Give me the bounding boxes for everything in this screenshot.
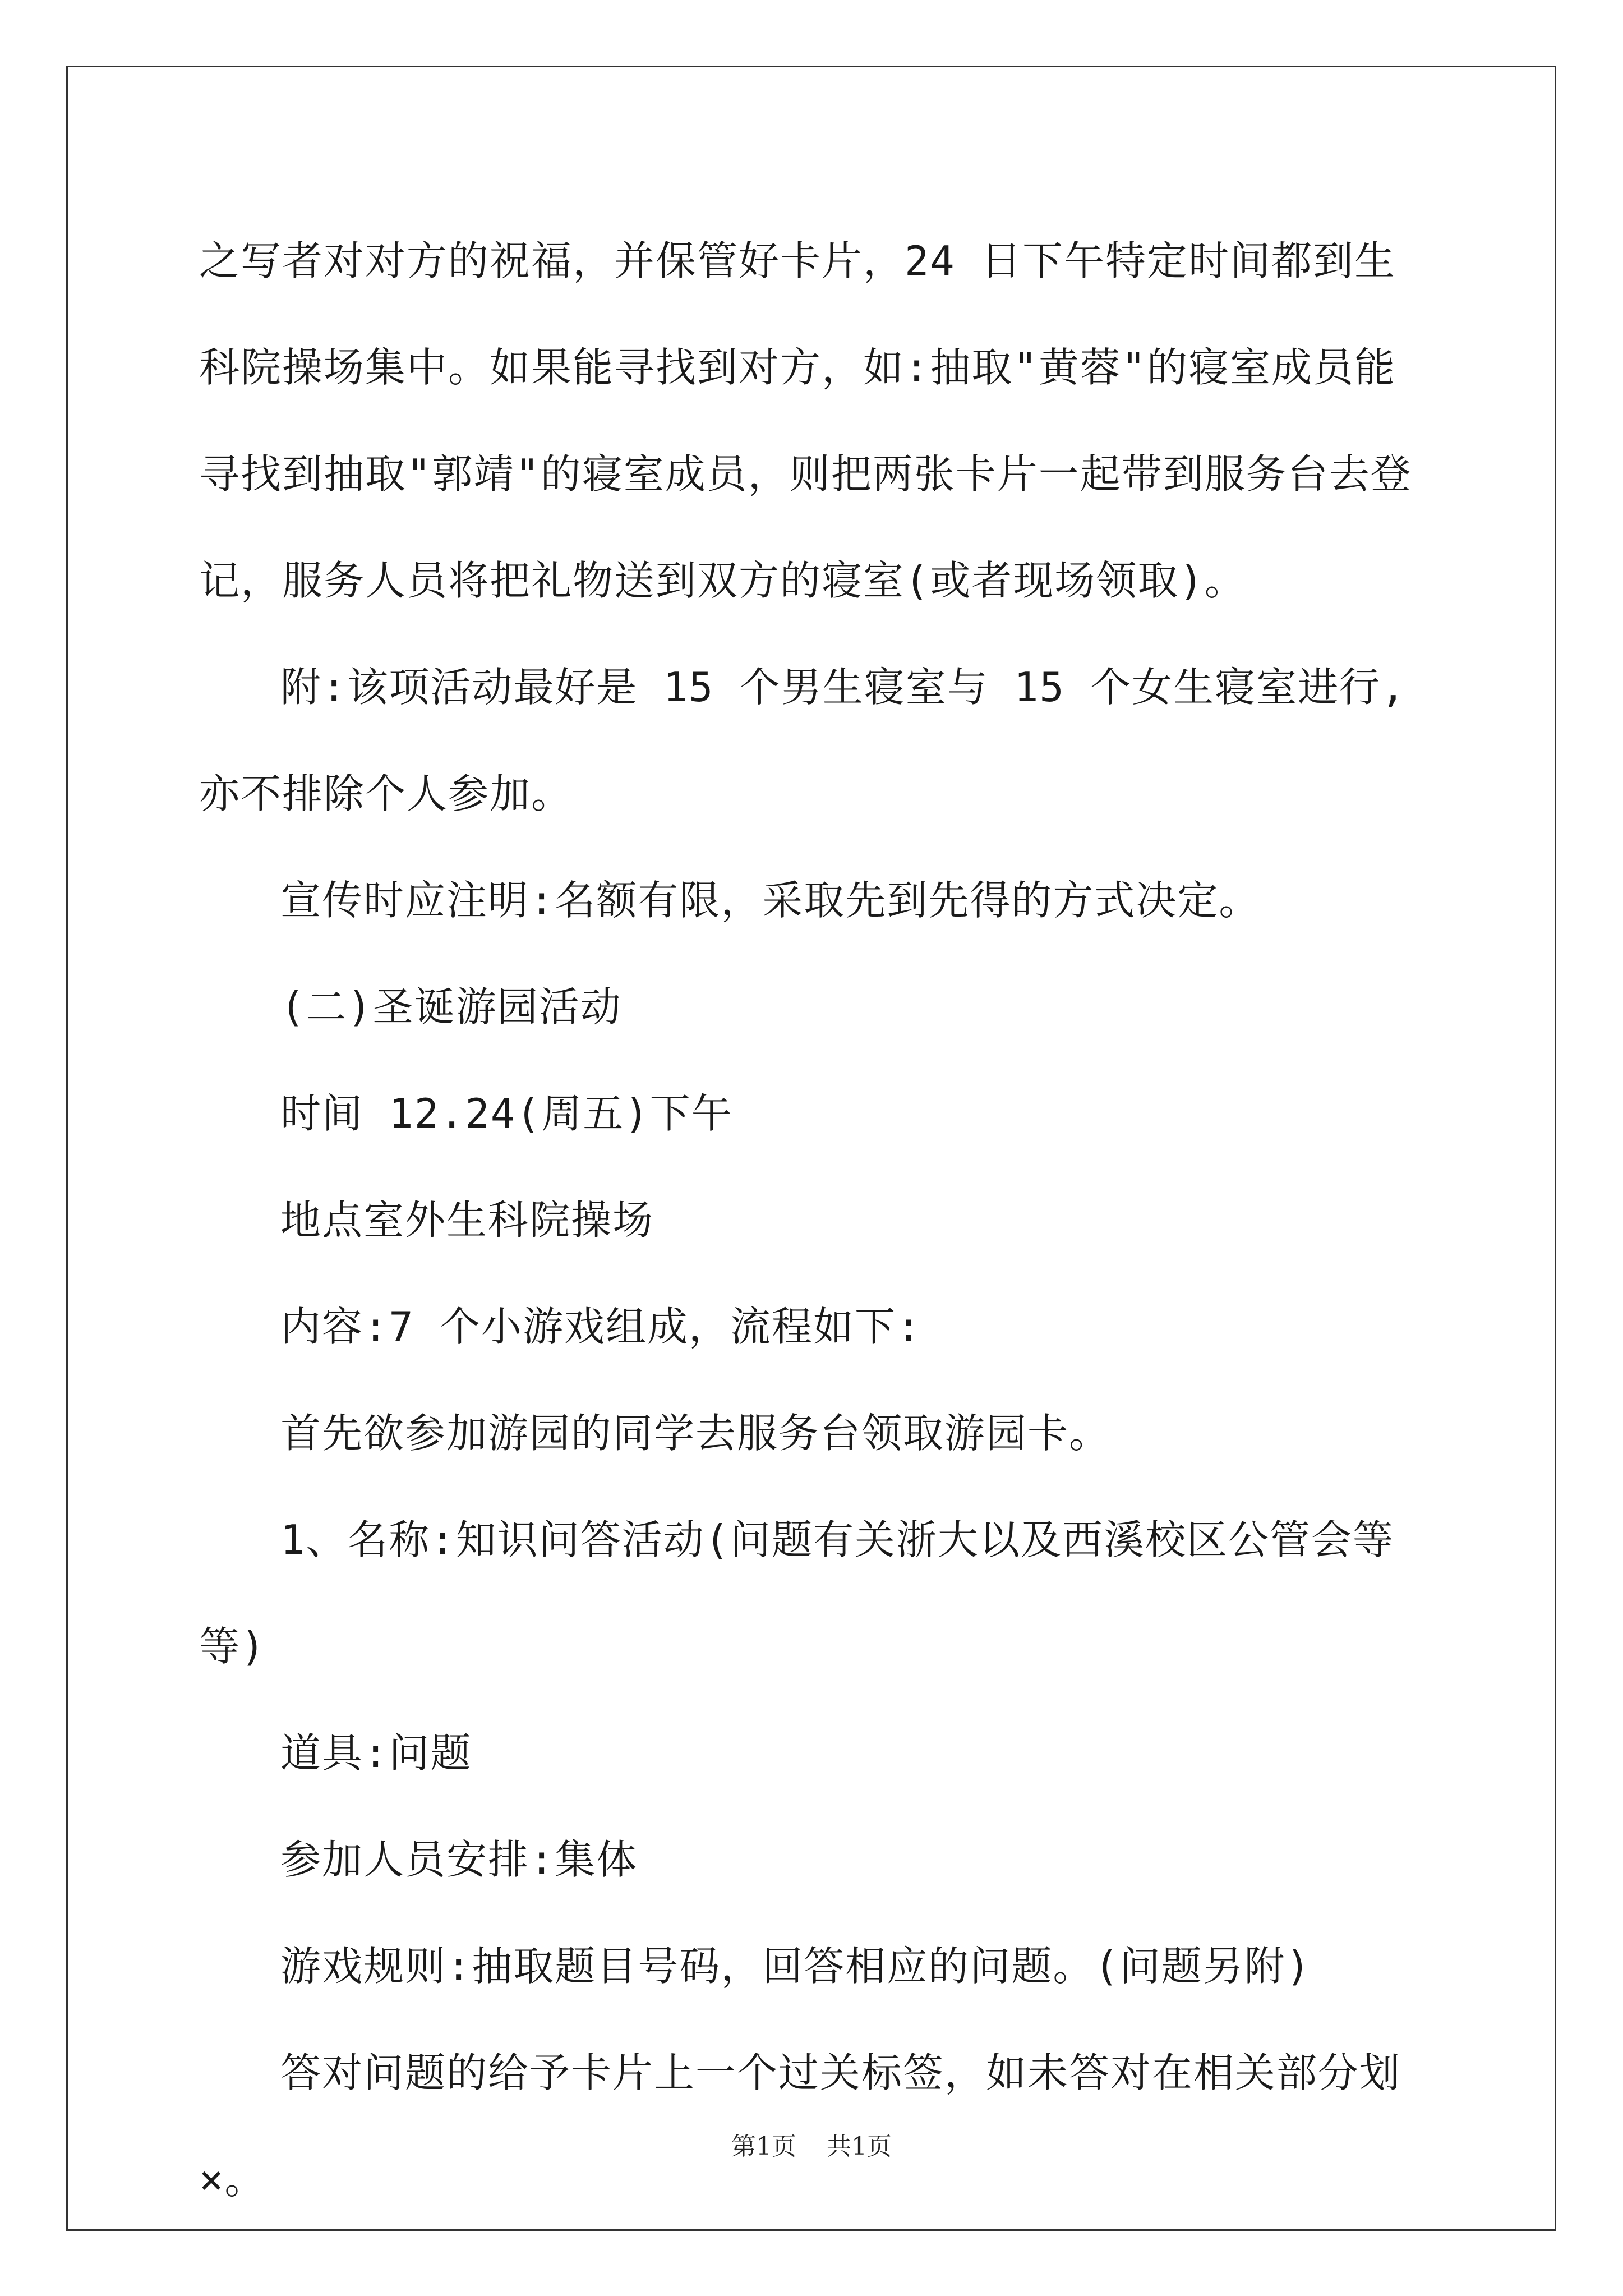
paragraph: 时间 12.24(周五)下午 (280, 1090, 733, 1137)
paragraph: 附:该项活动最好是 15 个男生寝室与 15 个女生寝室进行,亦不排除个人参加。 (199, 664, 1407, 817)
paragraph: 宣传时应注明:名额有限，采取先到先得的方式决定。 (280, 877, 1261, 924)
paragraph: 首先欲参加游园的同学去服务台领取游园卡。 (280, 1410, 1111, 1457)
paragraph: 参加人员安排:集体 (280, 1836, 638, 1883)
page-total: 共1页 (827, 2132, 892, 2161)
paragraph: 地点室外生科院操场 (280, 1197, 654, 1244)
paragraph: 之写者对对方的祝福，并保管好卡片，24 日下午特定时间都到生科院操场集中。如果能寻找到对方，如:抽取"黄蓉"的寝室成员能寻找到抽取"郭靖"的寝室成员，则把两张卡片一起带到服务台去登记，服务人员将把礼物送到双方的寝室(或者现场领取)。 (199, 237, 1412, 604)
paragraph: 游戏规则:抽取题目号码，回答相应的问题。(问题另附) (280, 1943, 1312, 1990)
page-footer (0, 2126, 1623, 2162)
section-heading: (二)圣诞游园活动 (280, 983, 622, 1030)
paragraph: 道具:问题 (280, 1729, 472, 1777)
paragraph: 内容:7 个小游戏组成，流程如下: (280, 1303, 922, 1350)
page-number: 第1页 (731, 2132, 796, 2161)
paragraph: 1、名称:知识问答活动(问题有关浙大以及西溪校区公管会等等) (199, 1516, 1395, 1670)
paragraph: 答对问题的给予卡片上一个过关标签，如未答对在相关部分划×。 (199, 2049, 1401, 2203)
document-body (199, 208, 1433, 2233)
